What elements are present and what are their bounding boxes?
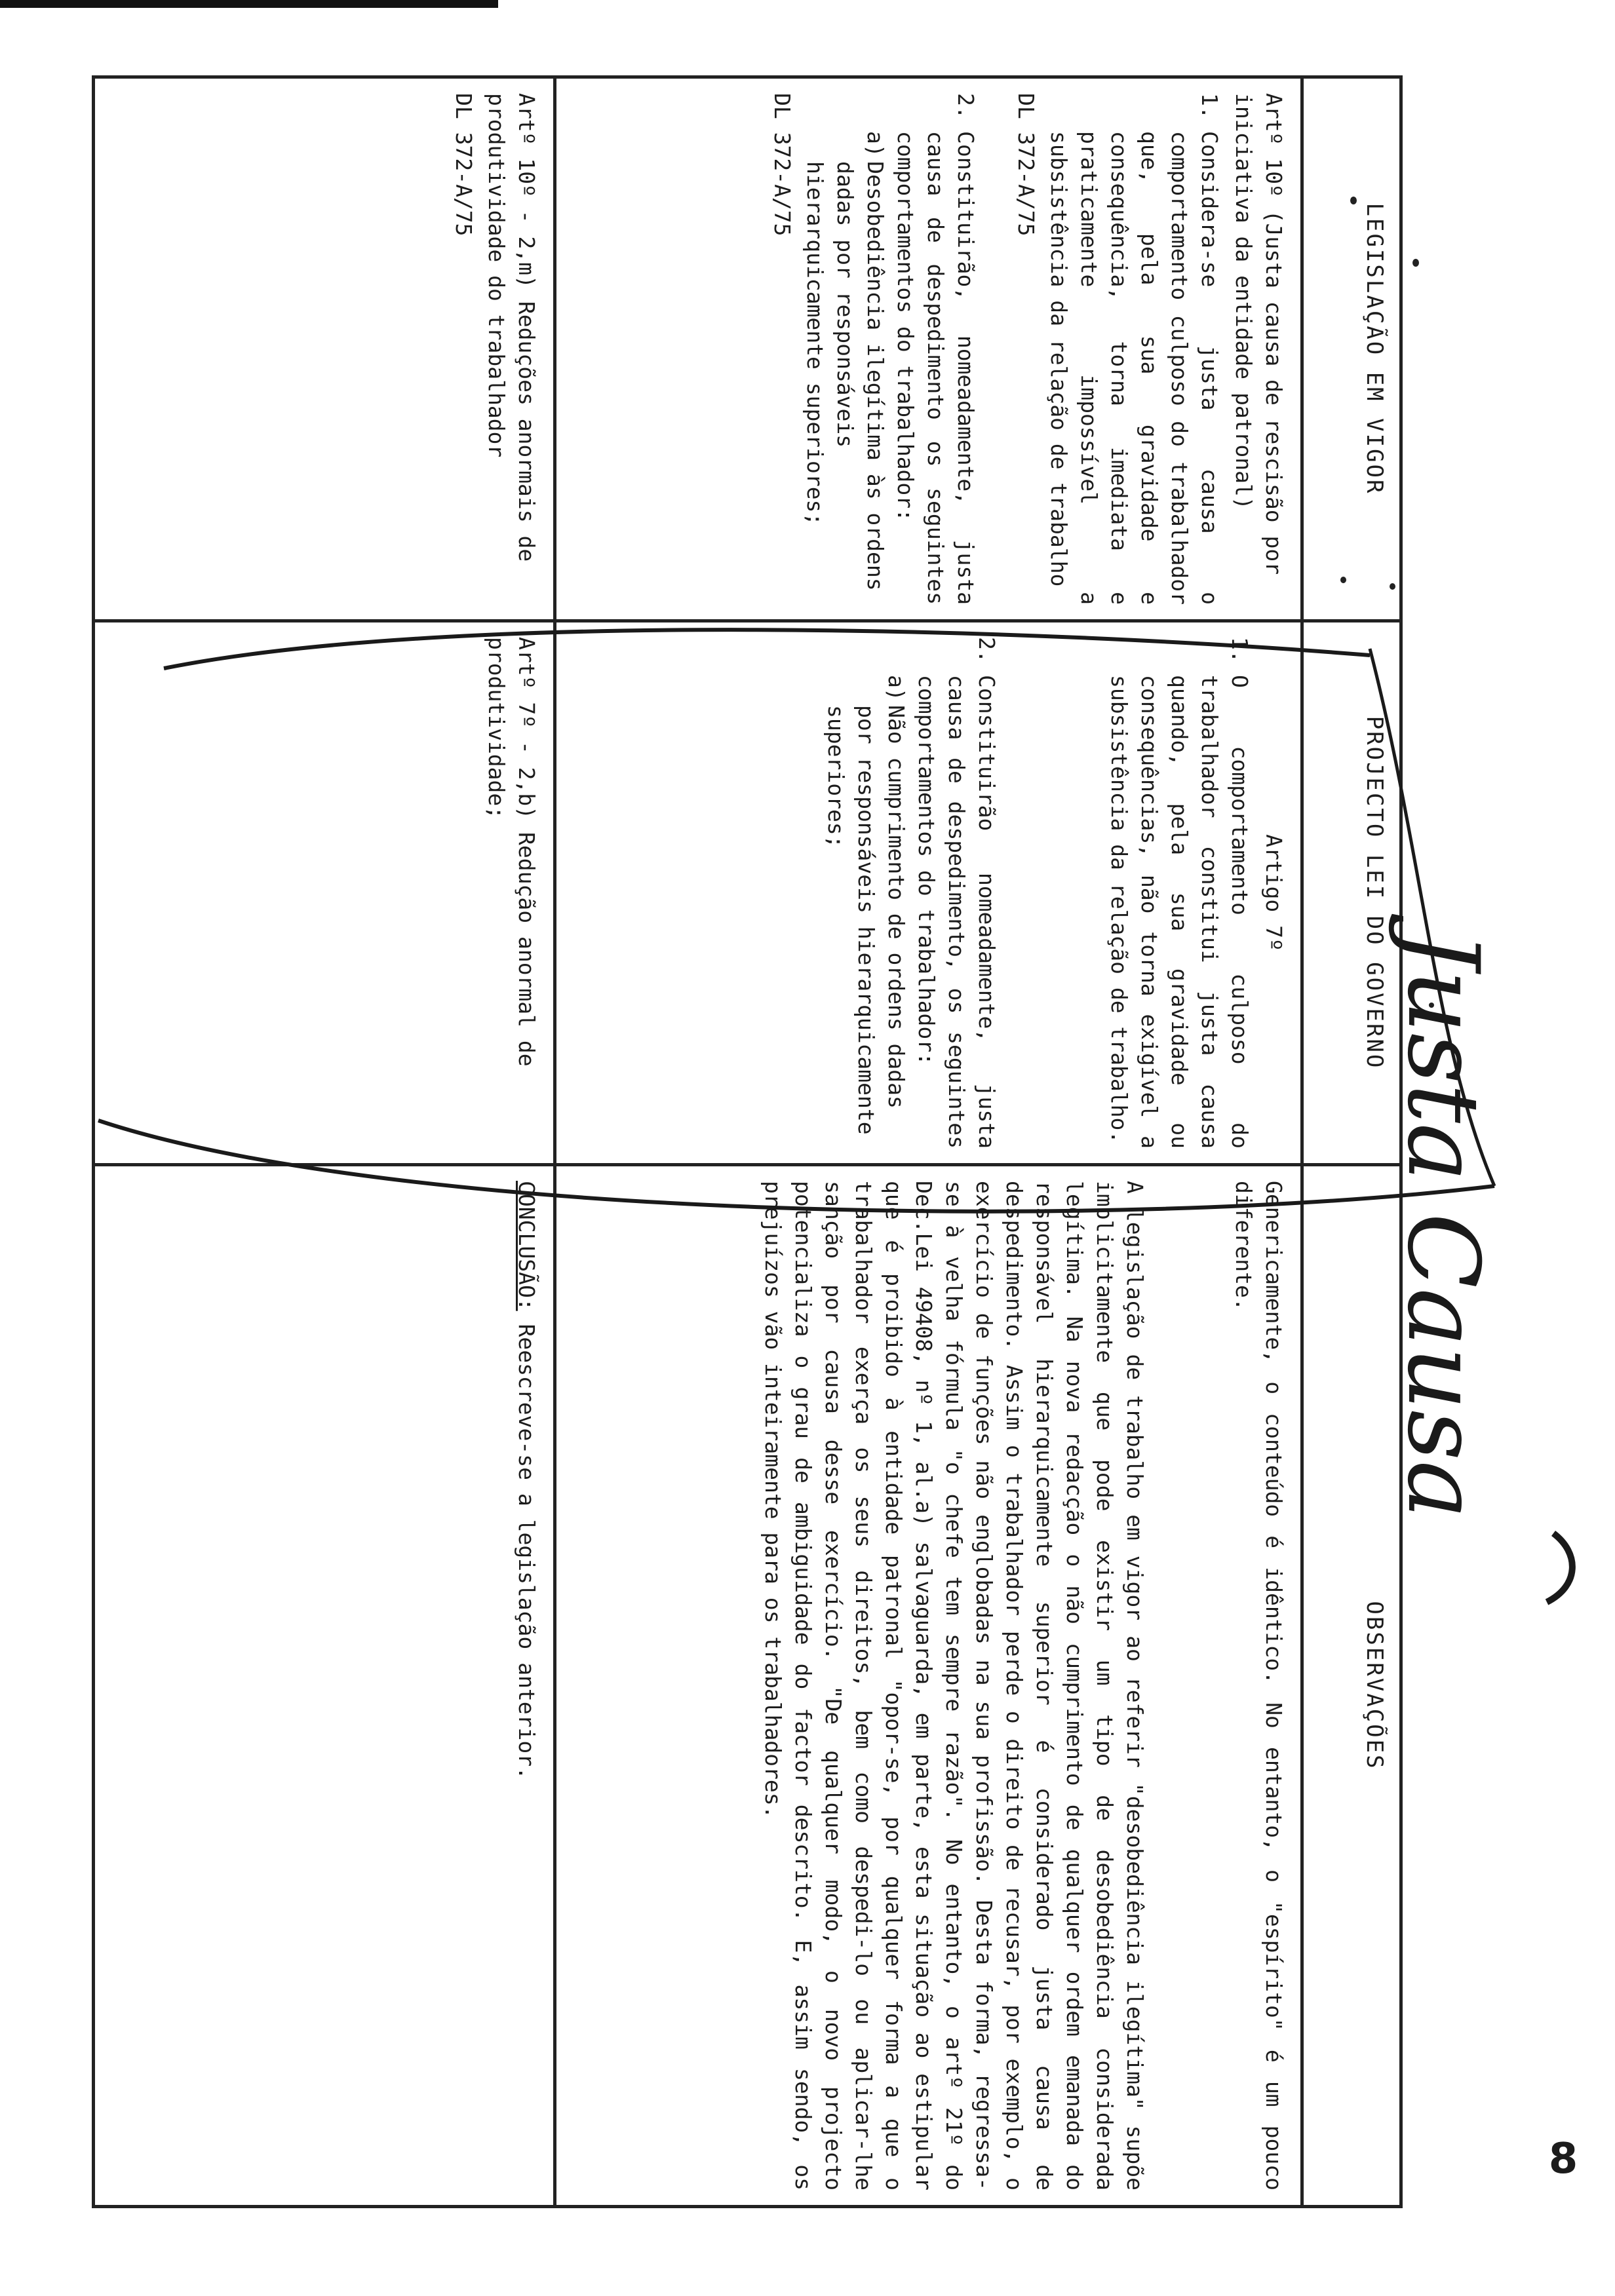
item-text: O comportamento culposo do trabalhador constitui justa causa quando, pela sua gravidade ou consequências, não torna exigível a subsistência da relação de trabalho. <box>1106 675 1253 1149</box>
rotated-page <box>92 75 1403 2205</box>
sub-item-letter: a) <box>863 131 888 157</box>
list-item <box>1104 637 1255 1149</box>
conclusion-label: CONCLUSÃO: <box>514 1181 539 1311</box>
list-item <box>1043 93 1224 605</box>
row-produtividade <box>94 77 555 2207</box>
article-text: Artº 7º - 2,b) Redução anormal de produtividade; <box>484 637 539 1067</box>
sub-item <box>800 131 890 605</box>
header-row <box>1302 77 1401 2207</box>
cell-projecto-justa-causa <box>555 621 1302 1165</box>
sub-item-letter: a) <box>884 675 909 701</box>
item-number: 1. <box>1197 93 1222 119</box>
header-legislacao-em-vigor: LEGISLAÇÃO EM VIGOR <box>1302 77 1401 621</box>
handwritten-annotation-text: Justa Causa <box>1386 930 1500 1520</box>
header-projecto-lei: PROJECTO LEI DO GOVERNO <box>1302 621 1401 1165</box>
cell-conclusao <box>94 1165 555 2207</box>
conclusion-text: Reescreve-se a legislação anterior. <box>514 1324 539 1780</box>
scan-speck <box>1429 1003 1434 1008</box>
row-justa-causa <box>555 77 1302 2207</box>
cell-observacoes-justa-causa <box>555 1165 1302 2207</box>
article-text: Artº 10º - 2,m) Reduções anormais de produtividade do trabalhador <box>484 93 539 562</box>
sub-item-text: Desobediência ilegítima às ordens dadas por responsáveis hierarquicamente superiores; <box>802 161 888 591</box>
header-observacoes: OBSERVAÇÕES <box>1302 1165 1401 2207</box>
list-item <box>821 637 1002 1149</box>
article-intro: Artº 10º (Justa causa de rescisão por iniciativa da entidade patronal) <box>1231 93 1287 575</box>
cell-legislacao-produtividade <box>94 77 555 621</box>
page-number: 8 <box>1548 2135 1578 2183</box>
item-text: Constituirão, nomeadamente, justa causa de despedimento os seguintes comportamentos do trabalhador: <box>893 131 979 605</box>
sub-item-text: Não cumprimento de ordens dadas por responsáveis hierarquicamente superiores; <box>823 705 909 1135</box>
item-number: 2. <box>953 93 979 119</box>
article-title: Artigo 7º <box>1261 834 1287 951</box>
decree-reference: DL 372-A/75 <box>769 93 795 237</box>
sub-item <box>821 675 911 1149</box>
cell-legislacao-justa-causa <box>555 77 1302 621</box>
handwritten-annotation-mark <box>1547 1533 1572 1602</box>
comparison-table <box>92 75 1403 2208</box>
item-text: Constituirão nomeadamente, justa causa de despedimento, os seguintes comportamentos do trabalhador: <box>914 675 1000 1149</box>
item-number: 2. <box>974 637 1000 663</box>
scan-speck <box>1412 259 1419 267</box>
item-number: 1. <box>1227 637 1253 663</box>
item-text: Considera-se justa causa o comportamento culposo do trabalhador que, pela sua gravidade e consequência, torna imediata e praticamente impossível a subsistência da relação de trabalho <box>1046 131 1222 605</box>
observation-paragraph: Genericamente, o conteúdo é idêntico. No entanto, o "espírito" é um pouco diferente. <box>1231 1181 1287 2191</box>
cell-projecto-produtividade <box>94 621 555 1165</box>
decree-reference: DL 372-A/75 <box>451 93 477 237</box>
list-item <box>800 93 981 605</box>
observation-paragraph: A legislação de trabalho em vigor ao referir "desobediência ilegítima" supõe implicitamente que pode existir um tipo de desobediência considerada legítima. Na nova redacção o não cumprimento de qualquer ordem emanada do responsável hierarquicamente superior é considerado justa causa de despedimento. Assim o trabalhador perde o direito de recusar, por exemplo, o exercício de funções não englobadas na sua profissão. Desta forma, regressa-se à velha fórmula "o chefe tem sempre razão". No entanto, o artº 21º do Dec.Lei 49408, nº 1, al.a) salvaguarda, em parte, esta situação ao estipular que é proibido à entidade patronal "opor-se, por qualquer forma a que o trabalhador exerça os seus direitos, bem como despedi-lo ou aplicar-lhe sanção por causa desse exercício. "De qualquer modo, o novo projecto potencializa o grau de ambiguidade do factor descrito. E, assim sendo, os prejuízos vão inteiramente para os trabalhadores. <box>760 1181 1148 2191</box>
decree-reference: DL 372-A/75 <box>1013 93 1039 237</box>
scan-top-edge <box>0 0 498 8</box>
